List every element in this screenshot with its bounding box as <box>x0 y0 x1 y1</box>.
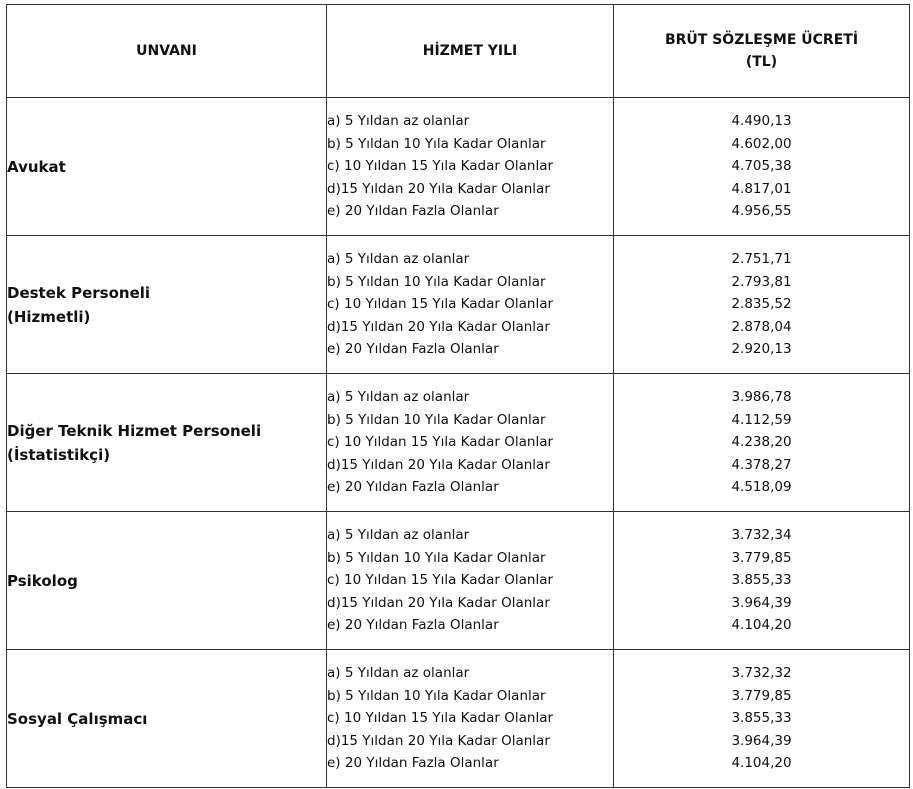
service-years-cell <box>327 512 614 650</box>
fee-value: 4.490,13 <box>731 113 792 130</box>
service-year-label: b) 5 Yıldan 10 Yıla Kadar Olanlar <box>327 549 546 566</box>
title-line: (İstatistikçi) <box>7 445 111 464</box>
service-year-label: a) 5 Yıldan az olanlar <box>327 251 470 268</box>
service-years-cell <box>327 374 614 512</box>
table-row <box>7 512 910 650</box>
fee-value: 3.855,33 <box>731 710 792 727</box>
table-row <box>7 98 910 236</box>
title-line: Sosyal Çalışmacı <box>7 709 148 728</box>
header-row <box>7 5 910 98</box>
title-cell <box>7 512 327 650</box>
service-year-label: d)15 Yıldan 20 Yıla Kadar Olanlar <box>327 732 550 749</box>
fee-cell <box>614 512 910 650</box>
service-year-label: c) 10 Yıldan 15 Yıla Kadar Olanlar <box>327 572 554 589</box>
service-year-label: b) 5 Yıldan 10 Yıla Kadar Olanlar <box>327 411 546 428</box>
service-years-cell <box>327 650 614 788</box>
fee-value: 3.986,78 <box>731 389 792 406</box>
fee-value: 3.732,32 <box>731 665 792 682</box>
header-service-years <box>327 5 614 98</box>
service-year-label: b) 5 Yıldan 10 Yıla Kadar Olanlar <box>327 135 546 152</box>
service-year-label: d)15 Yıldan 20 Yıla Kadar Olanlar <box>327 318 550 335</box>
fee-value: 2.878,04 <box>731 318 792 335</box>
title-cell <box>7 650 327 788</box>
fee-value: 2.920,13 <box>731 341 792 358</box>
service-year-label: e) 20 Yıldan Fazla Olanlar <box>327 341 499 358</box>
service-year-label: a) 5 Yıldan az olanlar <box>327 389 470 406</box>
title-line: (Hizmetli) <box>7 307 91 326</box>
service-years-cell <box>327 236 614 374</box>
title-cell <box>7 98 327 236</box>
fee-value: 4.705,38 <box>731 158 792 175</box>
title-line: Destek Personeli <box>7 283 151 302</box>
table-row <box>7 374 910 512</box>
fee-value: 4.378,27 <box>731 456 792 473</box>
header-title <box>7 5 327 98</box>
service-year-label: c) 10 Yıldan 15 Yıla Kadar Olanlar <box>327 710 554 727</box>
fee-cell <box>614 98 910 236</box>
fee-value: 3.964,39 <box>731 732 792 749</box>
service-years-cell <box>327 98 614 236</box>
title-line: Psikolog <box>7 571 78 590</box>
service-year-label: e) 20 Yıldan Fazla Olanlar <box>327 755 499 772</box>
fee-cell <box>614 650 910 788</box>
service-year-label: e) 20 Yıldan Fazla Olanlar <box>327 617 499 634</box>
fee-value: 3.732,34 <box>731 527 792 544</box>
service-year-label: b) 5 Yıldan 10 Yıla Kadar Olanlar <box>327 687 546 704</box>
fee-value: 4.956,55 <box>731 203 792 220</box>
fee-value: 2.793,81 <box>731 273 792 290</box>
table-row <box>7 650 910 788</box>
service-year-label: e) 20 Yıldan Fazla Olanlar <box>327 203 499 220</box>
service-year-label: a) 5 Yıldan az olanlar <box>327 527 470 544</box>
fee-value: 4.104,20 <box>731 617 792 634</box>
fee-value: 3.779,85 <box>731 687 792 704</box>
fee-value: 2.835,52 <box>731 296 792 313</box>
header-gross-fee-line1: BRÜT SÖZLEŞME ÜCRETİ <box>664 32 859 48</box>
fee-cell <box>614 374 910 512</box>
fee-value: 3.964,39 <box>731 594 792 611</box>
fee-value: 2.751,71 <box>731 251 792 268</box>
service-year-label: d)15 Yıldan 20 Yıla Kadar Olanlar <box>327 456 550 473</box>
service-year-label: c) 10 Yıldan 15 Yıla Kadar Olanlar <box>327 434 554 451</box>
service-year-label: a) 5 Yıldan az olanlar <box>327 113 470 130</box>
header-service-years-label: HİZMET YILI <box>422 43 518 59</box>
fee-value: 4.238,20 <box>731 434 792 451</box>
fee-value: 3.779,85 <box>731 549 792 566</box>
service-year-label: c) 10 Yıldan 15 Yıla Kadar Olanlar <box>327 296 554 313</box>
title-line: Avukat <box>7 157 66 176</box>
header-title-label: UNVANI <box>136 43 197 59</box>
service-year-label: d)15 Yıldan 20 Yıla Kadar Olanlar <box>327 180 550 197</box>
fee-value: 4.112,59 <box>731 411 792 428</box>
fee-value: 4.518,09 <box>731 479 792 496</box>
fee-value: 4.104,20 <box>731 755 792 772</box>
fee-value: 4.817,01 <box>731 180 792 197</box>
header-gross-fee <box>614 5 910 98</box>
service-year-label: d)15 Yıldan 20 Yıla Kadar Olanlar <box>327 594 550 611</box>
title-cell <box>7 374 327 512</box>
salary-table <box>6 4 910 788</box>
fee-value: 4.602,00 <box>731 135 792 152</box>
service-year-label: e) 20 Yıldan Fazla Olanlar <box>327 479 499 496</box>
service-year-label: b) 5 Yıldan 10 Yıla Kadar Olanlar <box>327 273 546 290</box>
service-year-label: c) 10 Yıldan 15 Yıla Kadar Olanlar <box>327 158 554 175</box>
header-gross-fee-line2: (TL) <box>745 54 778 70</box>
fee-value: 3.855,33 <box>731 572 792 589</box>
service-year-label: a) 5 Yıldan az olanlar <box>327 665 470 682</box>
title-cell <box>7 236 327 374</box>
title-line: Diğer Teknik Hizmet Personeli <box>7 421 262 440</box>
table-row <box>7 236 910 374</box>
fee-cell <box>614 236 910 374</box>
